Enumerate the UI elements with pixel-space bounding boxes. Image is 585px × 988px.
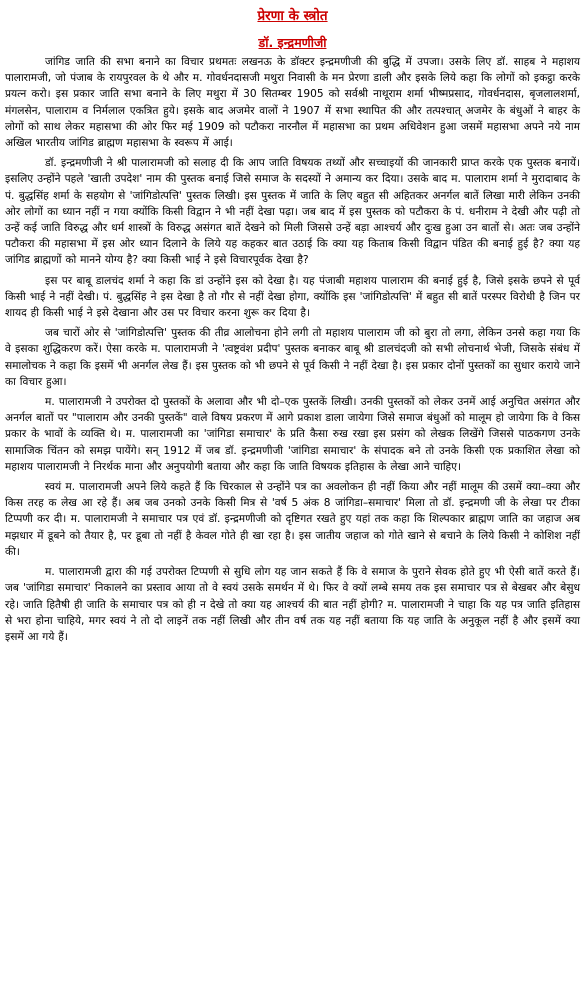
page-title: प्रेरणा के स्त्रोत bbox=[257, 8, 328, 24]
paragraph: जब चारों ओर से 'जांगिडोत्पत्ति' पुस्तक की तीव्र आलोचना होने लगी तो महाशय पालाराम जी को बुरा तो लगा, लेकिन उनसे कहा गया कि वे इसका शुद्धिकरण करें। ऐसा करके म. पालारामजी ने 'त्वष्ट्रवंश प्रदीप' पुस्तक बनाकर बाबू श्री डालचंदजी को सभी लोचनार्थ भेजी, जिसके संबंध में समालोचक ने कहा कि इसमें भी अनर्गल लेख हैं। इस पुस्तक को भी छपने से पूर्व किसी ने नहीं देखा है। इस प्रकार दोनों पुस्तकों का सुधार कराये जाने का विचार हुआ। bbox=[5, 327, 580, 388]
paragraph: स्वयं म. पालारामजी अपने लिये कहते हैं कि चिरकाल से उन्होंने पत्र का अवलोकन ही नहीं किया और नहीं मालूम की उसमें क्या–क्या और किस तरह क लेख आ रहे हैं। अब जब उनको उनके किसी मित्र से 'वर्ष 5 अंक 8 जांगिडा–समाचार' मिला तो डॉ. इन्द्रमणी जी के लेखा पर टीका टिप्पणी कर दी। म. पालारामजी ने समाचार पत्र एवं डॉ. इन्द्रमणीजी को दृष्टिगत रखते हुए यहां तक कहा कि शिल्पकार ब्राह्मण जाति का जहाज अब मझधार में डूबने को तैयार है, पर डूबा तो नहीं है केवल गोते ही खा रहा है। इस जातीय जहाज को गोते खाने से बचाने के लिये किसी ने कोशिश नहीं की। bbox=[5, 481, 580, 558]
author-heading: डॉ. इन्द्रमणीजी bbox=[258, 35, 327, 50]
paragraph: म. पालारामजी ने उपरोक्त दो पुस्तकों के अलावा और भी दो–एक पुस्तकें लिखी। उनकी पुस्तकों को लेकर उनमें आई अनुचित असंगत और अनर्गल बातों पर "पालाराम और उनकी पुस्तकें" वाले विषय प्रकरण में आगे प्रकाश डाला जायेगा जिसे समाज बंधुओं को मालूम हो जायेगा कि वे किस प्रकार के भावों के व्यक्ति थे। म. पालारामजी का 'जांगिडा समाचार' के प्रति कैसा रुख रखा इस प्रसंग को लेखक लिखेंगे जिससे पाठकगण उनके सामाजिक चिंतन को समझ पायेंगे। सन् 1912 में जब डॉ. इन्द्रमणीजी 'जांगिडा समाचार' के संपादक बने तो उनके किसी एक प्रकाशित लेखा को महाशय पालारामजी ने निरर्थक माना और अनुपयोगी बताया और कहा कि जाति विषयक इतिहास के लेखा आने चाहिए। bbox=[5, 396, 580, 473]
paragraph: इस पर बाबू डालचंद शर्मा ने कहा कि डां उन्होंने इस को देखा है। यह पंजाबी महाशय पालाराम की बनाई हुई है, जिसे इसके छपने से पूर्व किसी भाई ने नहीं देखी। पं. बुद्धसिंह ने इस देखा है तो गौर से नहीं देखा होगा, क्योंकि इस 'जांगिडोत्पत्ति' में बहुत सी बातें परस्पर विरोधी है जिन पर शायद ही किसी भाई ने इसे देखाना और उस पर विचार करना शुरू कर दिया है। bbox=[5, 274, 580, 320]
paragraph: म. पालारामजी द्वारा की गई उपरोक्त टिप्पणी से सुधि लोग यह जान सकते हैं कि वे समाज के पुराने सेवक होते हुए भी ऐसी बातें करते हैं। जब 'जांगिडा समाचार' निकालने का प्रस्ताव आया तो वे स्वयं उसके समर्थन में थे। फिर वे क्यों लम्बे समय तक इस समाचार पत्र से बेखबर और बेसुध रहे। जाति हितैषी ही जाति के समाचार पत्र को ही न देखे तो क्या यह आश्चर्य की बात नहीं होगी? म. पालारामजी ने चाहा कि यह पत्र जाति इतिहास से भरा होना चाहिये, मगर स्वयं ने तो दो लाइनें तक नहीं लिखी और तीन वर्ष तक यह नहीं बताया कि यह जाति के अनुकूल नहीं है और इसमें क्या इसमें आ गये हैं। bbox=[5, 566, 580, 643]
paragraph: डॉ. इन्द्रमणीजी ने श्री पालारामजी को सलाह दी कि आप जाति विषयक तथ्यों और सच्चाइयों की जानकारी प्राप्त करके एक पुस्तक बनायें। इसलिए उन्होंने पहले 'खाती उपदेश' नाम की पुस्तक बनाई जिसे समाज के सदस्यों ने अमान्य कर दिया। उसके बाद म. पालाराम शर्मा ने मुरादाबाद के पं. बुद्धसिंह शर्मा के सहयोग से 'जांगिडोत्पत्ति' पुस्तक लिखी। इस पुस्तक में जाति के लिए बहुत सी अहितकर अनर्गल बातें लिखा मारी लेकिन उनकी ओर लोगों का ध्यान नहीं न गया क्योंकि किसी विद्वान ने भी नहीं देखा पढ़ा। जब बाद में इस पुस्तक को पटौकरा के पं. धनीराम ने देखी और पढ़ी तो उन्हें कई जाति विरुद्ध और धर्म शास्त्रों के विरुद्ध असंगत बातें देखने को मिली जिससे उन्हें बड़ा आश्चर्य और दुःख हुआ उन बातों से। अतः जब उन्होंने पटौकरा की महासभा में इस ओर ध्यान दिलाने के लिये यह कहकर बात उठाई कि क्या यह किताब किसी विद्वान पंडित की बनाई हुई है? क्या यह जांगिड ब्राह्मणों को मानने योग्य है? क्या किसी भाई ने इसे विचारपूर्वक देखा है? bbox=[5, 157, 580, 267]
paragraph: जांगिड जाति की सभा बनाने का विचार प्रथमतः लखनऊ के डॉक्टर इन्द्रमणीजी की बुद्धि में उपजा। उसके लिए डॉ. साहब ने महाशय पालारामजी, जो पंजाब के रायपुरवल के थे और म. गोवर्धनदासजी मथुरा निवासी के मन प्रेरणा डाली और इसके लिये कहा कि लोगों को इकट्ठा करके प्रयत्न करो। इस प्रकार जाति सभा बनाने के लिए मथुरा में 30 सितम्बर 1905 को सर्वश्री नाथूराम शर्मा भीष्मप्रसाद, गोवर्धनदास, बृजलालशर्मा, मंगलसेन, पालाराम व निर्मलाल एकत्रित हुये। इसके बाद अजमेर वालों ने 1907 में सभा स्थापित की और तत्पश्चात् अजमेर के बंधुओं ने बाहर के लोगों को साथ लेकर महासभा की ओर फिर मई 1909 को पटौकरा नारनौल में महासभा का प्रथम अधिवेशन हुआ जसमें महासभा अपने नये नाम अखिल भारतीय जांगिड ब्राह्मण महासभा के स्वरूप में आई। bbox=[5, 56, 580, 150]
